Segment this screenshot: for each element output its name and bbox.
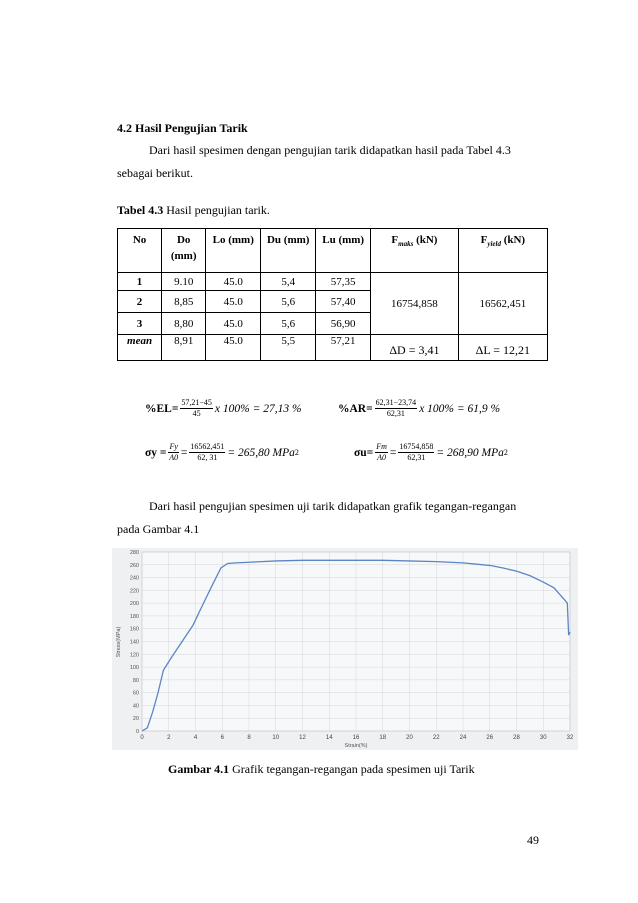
- x-tick-label: 16: [352, 735, 360, 741]
- page-number: 49: [527, 833, 539, 847]
- x-tick-label: 10: [272, 735, 280, 741]
- x-tick-label: 12: [299, 735, 306, 741]
- y-tick-label: 0: [135, 729, 139, 735]
- delta-l: ΔL = 12,21: [458, 335, 547, 361]
- x-tick-label: 8: [247, 735, 251, 741]
- fraction: $\frac{16754,858}{62,31}$: [399, 442, 434, 462]
- figure-caption-text: Grafik tegangan-regangan pada spesimen uji Tarik: [229, 762, 475, 776]
- stress-strain-chart: [112, 548, 578, 750]
- table-row: 2 8,85 45.0 5,6 57,40: [118, 291, 548, 313]
- x-tick-label: 0: [140, 735, 144, 741]
- y-tick-label: 60: [132, 690, 139, 697]
- x-tick-label: 30: [539, 735, 547, 741]
- delta-d: ΔD = 3,41: [371, 335, 459, 361]
- x-tick-label: 26: [486, 735, 494, 741]
- header-fyield: $F_{yield}$ (kN): [458, 229, 547, 273]
- x-tick-label: 18: [379, 735, 387, 741]
- results-table: [117, 228, 548, 361]
- y-tick-label: 200: [129, 601, 139, 608]
- y-tick-label: 280: [129, 550, 139, 556]
- y-tick-label: 180: [129, 613, 139, 620]
- y-tick-label: 40: [132, 703, 139, 710]
- result-paragraph-line2: pada Gambar 4.1: [117, 522, 200, 536]
- intro-paragraph-line1: Dari hasil spesimen dengan pengujian tarik didapatkan hasil pada Tabel 4.3: [149, 143, 511, 157]
- fraction: $\frac{57,21-45}{45}$: [181, 398, 212, 418]
- fraction: $\frac{16562,451}{62, 31}$: [190, 442, 225, 462]
- y-tick-label: 260: [129, 562, 139, 569]
- x-tick-label: 32: [566, 735, 574, 741]
- y-tick-label: 100: [129, 665, 139, 672]
- fraction: $\frac{62,31-23,74}{62,31}$: [375, 398, 417, 418]
- header-lo: Lo (mm): [206, 229, 261, 273]
- header-du: Du (mm): [261, 229, 316, 273]
- result-paragraph-line1: Dari hasil pengujian spesimen uji tarik didapatkan grafik tegangan-regangan: [149, 499, 517, 513]
- table-caption-label: Tabel 4.3: [117, 203, 164, 217]
- x-tick-label: 28: [513, 735, 520, 741]
- header-do: Do (mm): [162, 229, 206, 273]
- header-no: No: [118, 229, 162, 273]
- y-tick-label: 220: [129, 588, 139, 595]
- table-header-row: [118, 229, 548, 273]
- x-axis-label: Strain(%): [344, 743, 368, 749]
- x-tick-label: 14: [325, 735, 333, 741]
- figure-caption: [168, 762, 475, 777]
- y-tick-label: 140: [129, 639, 139, 646]
- x-tick-label: 24: [459, 735, 467, 741]
- equation-ultimate-stress: σu= $\frac{Fm}{A0}$ = $\frac{16754,858}{62,31}$ = 268,90 MPa 2: [354, 442, 508, 462]
- y-tick-label: 240: [129, 575, 139, 582]
- fraction: $\frac{Fm}{A0}$: [376, 442, 387, 462]
- header-lu: Lu (mm): [316, 229, 371, 273]
- x-tick-label: 4: [193, 735, 198, 741]
- x-tick-label: 20: [406, 735, 413, 741]
- table-row: 1 9.10 45.0 5,4 57,35 16754,858 16562,451: [118, 273, 548, 291]
- table-caption: [117, 203, 270, 218]
- y-tick-label: 80: [132, 677, 139, 684]
- equation-yield-stress: σy = $\frac{Fy}{A0}$ = $\frac{16562,451}{62, 31}$ = 265,80 MPa 2: [145, 442, 299, 462]
- header-fmaks: $F_{maks}$ (kN): [371, 229, 459, 273]
- table-row-mean: mean 8,91 45.0 5,5 57,21 ΔD = 3,41 ΔL = 12,21: [118, 335, 548, 361]
- intro-paragraph-line2: sebagai berikut.: [117, 166, 193, 180]
- fyield-value: 16562,451: [458, 273, 547, 335]
- y-axis-label: Stress(MPa): [116, 626, 122, 658]
- y-tick-label: 120: [129, 652, 139, 659]
- x-tick-label: 2: [167, 735, 171, 741]
- equation-elongation: %EL= $\frac{57,21-45}{45}$ x 100% = 27,13 %: [145, 398, 302, 418]
- table-row: 3 8,80 45.0 5,6 56,90: [118, 313, 548, 335]
- y-tick-label: 160: [129, 626, 139, 633]
- y-tick-label: 20: [132, 716, 139, 723]
- fraction: $\frac{Fy}{A0}$: [169, 442, 179, 462]
- x-tick-label: 22: [432, 735, 440, 741]
- x-tick-label: 6: [220, 735, 224, 741]
- fmaks-value: 16754,858: [371, 273, 459, 335]
- table-caption-text: Hasil pengujian tarik.: [163, 203, 270, 217]
- section-heading: 4.2 Hasil Pengujian Tarik: [117, 121, 248, 135]
- equation-area-reduction: %AR= $\frac{62,31-23,74}{62,31}$ x 100% = 61,9 %: [338, 398, 501, 418]
- figure-caption-label: Gambar 4.1: [168, 762, 230, 776]
